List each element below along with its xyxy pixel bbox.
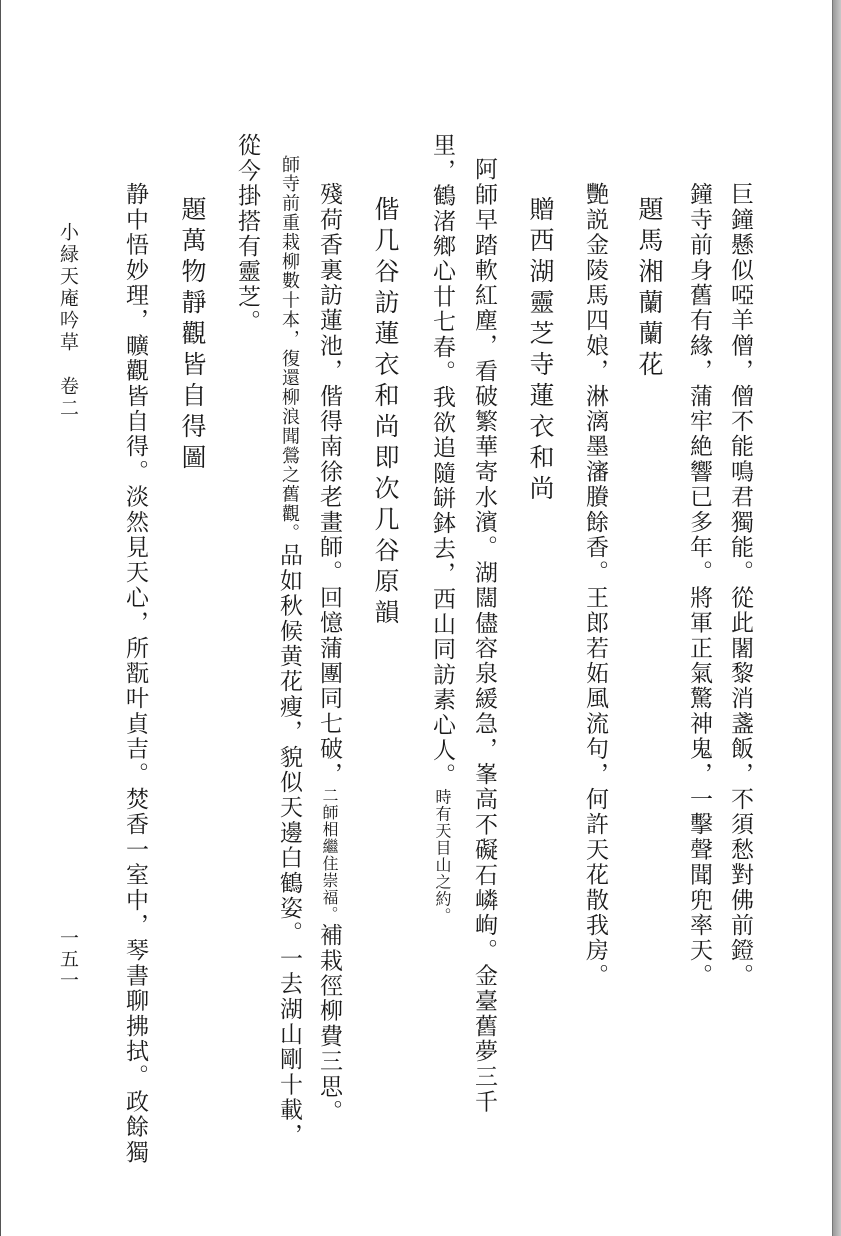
poem-line: 阿師早踏軟紅塵，看破繁華寄水濱。湖闊儘容泉緩急，峯高不礙石嶙峋。金臺舊夢三千 xyxy=(471,157,497,1115)
poem-line: 品如秋候黄花瘦，貌似天邊白鶴姿。一去湖山剛十載， xyxy=(276,543,302,1148)
poem-note: 二師相繼住崇福。 xyxy=(320,786,339,923)
poem-line: 從今掛搭有靈芝。 xyxy=(234,133,260,335)
poem-line-with-note xyxy=(317,182,340,1124)
poem-line: 補栽徑柳費三思。 xyxy=(316,922,342,1125)
poem-line-with-note xyxy=(430,133,453,924)
poem-note: 師寺前重栽柳數十本，復還柳浪聞鶯之舊觀。 xyxy=(279,155,300,543)
poem-line: 殘荷香裏訪蓮池，偕得南徐老畫師。回憶蒲團同七破， xyxy=(316,182,342,787)
poem-title: 贈西湖靈芝寺蓮衣和尚 xyxy=(526,196,555,506)
poem-title: 題馬湘蘭蘭花 xyxy=(635,196,664,382)
poem-title: 偕几谷訪蓮衣和尚即次几谷原韻 xyxy=(371,196,400,630)
poem-line: 鐘寺前身舊有緣，蒲牢絶響已多年。將軍正氣驚神鬼，一擊聲聞兜率天。 xyxy=(686,182,712,989)
page-edge-shadow xyxy=(833,0,841,1236)
poem-title: 題萬物靜觀皆自得圖 xyxy=(178,196,207,475)
poem-line-with-note xyxy=(277,155,300,1148)
running-header: 小緑天庵吟草 卷二 xyxy=(57,222,79,420)
poem-line: 静中悟妙理，曠觀皆自得。淡然見天心，所翫叶貞吉。焚香一室中，琴書聊拂拭。政餘獨 xyxy=(122,182,148,1165)
poem-note: 時有天目山之約。 xyxy=(433,788,452,925)
poem-line: 艷説金陵馬四娘，淋漓墨瀋賸餘香。王郎若妬風流句，何許天花散我房。 xyxy=(582,182,608,989)
poem-line: 里，鶴渚鄉心廿七春。我欲追隨缾鉢去，西山同訪素心人。 xyxy=(429,133,455,789)
page-number: 一五一 xyxy=(57,928,79,991)
poem-line: 巨鐘懸似啞羊僧，僧不能鳴君獨能。從此闍黎消盞飯，不須愁對佛前鐙。 xyxy=(727,182,753,989)
